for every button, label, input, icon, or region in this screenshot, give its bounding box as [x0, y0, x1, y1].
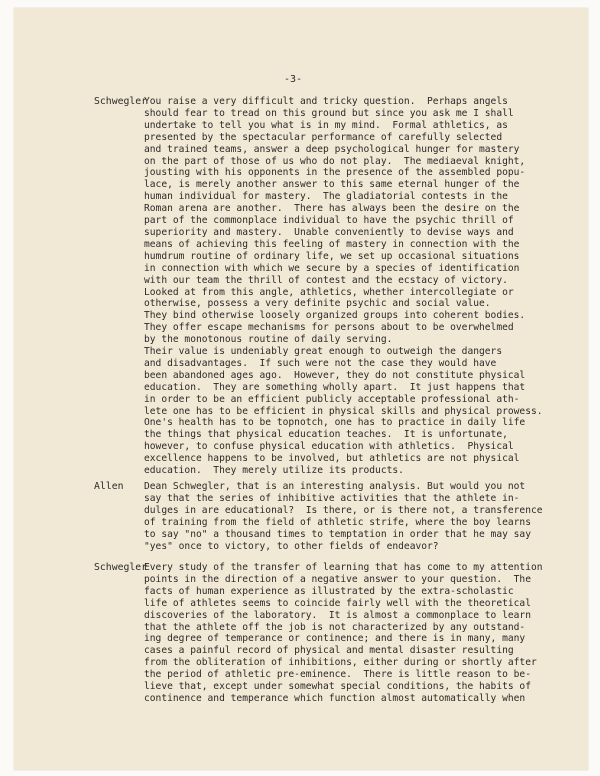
text-line: lace, is merely another answer to this same eternal hunger of the — [144, 179, 520, 191]
text-line: You raise a very difficult and tricky question. Perhaps angels — [144, 96, 508, 107]
text-line: that the athlete off the job is not characterized by any outstand- — [144, 621, 526, 633]
text-line: cases a painful record of physical and mental disaster resulting — [144, 645, 514, 657]
page-number: -3- — [284, 74, 303, 85]
text-line: Roman arena are another. There has always been the desire on the — [144, 203, 520, 215]
text-line: lieve that, except under somewhat special conditions, the habits of — [144, 681, 531, 693]
text-line: human individual for mastery. The gladiatorial contests in the — [144, 191, 508, 203]
text-line: otherwise, possess a very definite psychic and social value. — [144, 298, 491, 310]
text-line: facts of human experience as illustrated by the extra-scholastic — [144, 585, 514, 597]
text-line: undertake to tell you what is in my mind. Formal athletics, as — [144, 119, 508, 131]
text-line: "yes" once to victory, to other fields of endeavor? — [144, 540, 439, 552]
text-line: been abandoned ages ago. However, they do not constitute physical — [144, 369, 526, 381]
text-line: ing degree of temperance or continence; and there is in many, many — [144, 633, 526, 645]
text-line: superiority and mastery. Unable conveniently to devise ways and — [144, 226, 514, 238]
text-line: means of achieving this feeling of mastery in connection with the — [144, 238, 520, 250]
text-line: and trained teams, answer a deep psychological hunger for mastery — [144, 143, 520, 155]
text-line: They bind otherwise loosely organized groups into coherent bodies. — [144, 310, 526, 322]
text-line: in order to be an efficient publicly acceptable professional ath- — [144, 393, 520, 405]
dialogue-paragraph — [144, 562, 574, 705]
text-line: say that the series of inhibitive activities that the athlete in- — [144, 492, 520, 504]
text-line: from the obliteration of inhibitions, either during or shortly after — [144, 657, 537, 669]
typed-page — [14, 8, 588, 770]
speaker-name: Schwegler — [94, 562, 148, 573]
text-line: with our team the thrill of contest and the ecstacy of victory. — [144, 274, 508, 286]
text-line: education. They merely utilize its products. — [144, 465, 404, 477]
text-line: Looked at from this angle, athletics, whether intercollegiate or — [144, 286, 514, 298]
text-line: part of the commonplace individual to have the psychic thrill of — [144, 215, 514, 227]
text-line: dulges in are educational? Is there, or is there not, a transference — [144, 504, 543, 516]
text-line: however, to confuse physical education with athletics. Physical — [144, 441, 514, 453]
text-line: of training from the field of athletic strife, where the boy learns — [144, 516, 531, 528]
text-line: They offer escape mechanisms for persons about to be overwhelmed — [144, 322, 514, 334]
text-line: lete one has to be efficient in physical skills and physical prowess. — [144, 405, 543, 417]
speaker-name: Schwegler — [94, 96, 148, 107]
text-line: in connection with which we secure by a species of identification — [144, 262, 520, 274]
text-line: Dean Schwegler, that is an interesting analysis. But would you not — [144, 481, 526, 492]
dialogue-paragraph — [144, 96, 574, 346]
text-line: the period of athletic pre-eminence. There is little reason to be- — [144, 669, 531, 681]
speaker-name: Allen — [94, 481, 124, 492]
text-line: the things that physical education teaches. It is unfortunate, — [144, 429, 508, 441]
text-line: jousting with his opponents in the presence of the assembled popu- — [144, 167, 526, 179]
dialogue-paragraph — [144, 481, 574, 552]
text-line: Their value is undeniably great enough to outweigh the dangers — [144, 346, 503, 357]
text-line: discoveries of the laboratory. It is almost a commonplace to learn — [144, 609, 531, 621]
text-line: by the monotonous routine of daily serving. — [144, 334, 393, 346]
text-line: continence and temperance which function almost automatically when — [144, 692, 526, 704]
text-line: to say "no" a thousand times to temptation in order that he may say — [144, 528, 531, 540]
paper-sheet — [14, 8, 588, 770]
dialogue-paragraph — [144, 346, 574, 477]
text-line: should fear to tread on this ground but since you ask me I shall — [144, 107, 514, 119]
text-line: One's health has to be topnotch, one has to practice in daily life — [144, 417, 526, 429]
text-line: and disadvantages. If such were not the case they would have — [144, 357, 497, 369]
text-line: life of athletes seems to coincide fairly well with the theoretical — [144, 597, 531, 609]
text-line: points in the direction of a negative answer to your question. The — [144, 573, 531, 585]
text-line: presented by the spectacular performance of carefully selected — [144, 131, 503, 143]
text-line: Every study of the transfer of learning that has come to my attention — [144, 562, 543, 573]
text-line: excellence happens to be involved, but athletics are not physical — [144, 453, 520, 465]
text-line: humdrum routine of ordinary life, we set up occasional situations — [144, 250, 520, 262]
text-line: education. They are something wholly apart. It just happens that — [144, 381, 526, 393]
text-line: on the part of those of us who do not play. The mediaeval knight, — [144, 155, 526, 167]
